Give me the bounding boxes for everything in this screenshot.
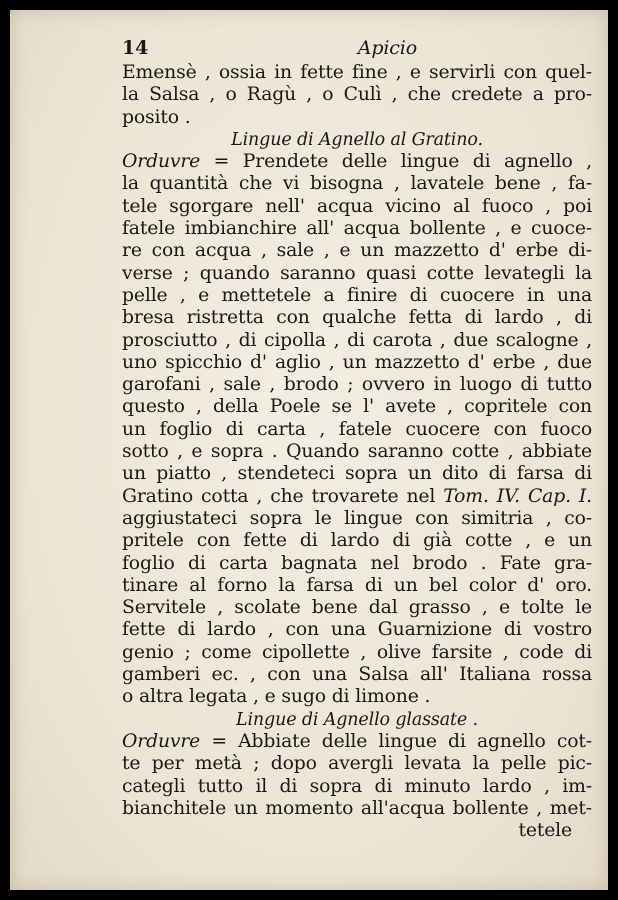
reference-line [122, 486, 592, 508]
course-label: Orduvre [122, 151, 201, 173]
text-line: sotto , e sopra . Quando saranno cotte , abbiate [122, 441, 592, 463]
text-line: verse ; quando saranno quasi cotte levategli la [122, 262, 592, 284]
equals-dash: = [213, 151, 230, 173]
text-line: fette di lardo , con una Guarnizione di vostro [122, 619, 592, 641]
line-start: Gratino cotta , che trovarete nel [122, 485, 436, 507]
text-line: garofani , sale , brodo ; ovvero in luogo di tutto [122, 374, 592, 396]
text-line: prosciutto , di cipolla , di carota , due scalogne , [122, 329, 592, 351]
text-line: categli tutto il di sopra di minuto lardo , im- [122, 775, 592, 797]
running-title: Apicio [357, 37, 417, 59]
line-rest: Abbiate delle lingue di agnello cot- [238, 730, 592, 752]
text-line: tinare al forno la farsa di un bel color d' oro. [122, 574, 592, 596]
text-line: o altra legata , e sugo di limone . [122, 686, 431, 708]
section-heading: Lingue di Agnello glassate . [236, 709, 478, 730]
recipe-first-line [122, 151, 592, 173]
text-line: Emensè , ossia in fette fine , e servirli con quel- [122, 62, 592, 83]
recipe-first-line [122, 731, 592, 753]
text-line: foglio di carta bagnata nel brodo . Fate gra- [122, 552, 592, 574]
line-rest: Prendete delle lingue di agnello , [242, 151, 592, 173]
page-text [122, 34, 592, 842]
text-line: te per metà ; dopo avergli levata la pelle pic- [122, 753, 592, 775]
page-number: 14 [122, 37, 149, 59]
page-header [122, 34, 592, 62]
text-line: pritele con fette di lardo di già cotte , e un [122, 530, 592, 552]
text-line: la quantità che vi bisogna , lavatele bene , fa- [122, 173, 592, 195]
text-line: bianchitele un momento all'acqua bollente , met- [122, 797, 592, 819]
equals-dash: = [211, 730, 227, 752]
text-line: posito . [122, 106, 191, 128]
course-label: Orduvre [122, 730, 201, 752]
text-line: un piatto , stendeteci sopra un dito di farsa di [122, 463, 592, 485]
text-line: gamberi ec. , con una Salsa all' Italiana rossa [122, 664, 592, 686]
text-line: Servitele , scolate bene dal grasso , e tolte le [122, 597, 592, 619]
section-heading: Lingue di Agnello al Gratino. [231, 129, 483, 150]
text-line: bresa ristretta con qualche fetta di lardo , di [122, 307, 592, 329]
book-page [10, 10, 608, 890]
text-line: tele sgorgare nell' acqua vicino al fuoco , poi [122, 195, 592, 217]
volume-reference: Tom. IV. Cap. I. [443, 485, 592, 507]
catchword: tetele [518, 820, 572, 842]
text-line: re con acqua , sale , e un mazzetto d' erbe di- [122, 240, 592, 262]
text-line: uno spicchio d' aglio , un mazzetto d' erbe , due [122, 351, 592, 373]
text-line: un foglio di carta , fatele cuocere con fuoco [122, 418, 592, 440]
text-line: aggiustateci sopra le lingue con simitria , co- [122, 507, 592, 529]
text-line: questo , della Poele se l' avete , copritele con [122, 396, 592, 418]
text-line: fatele imbianchire all' acqua bollente , e cuoce- [122, 218, 592, 240]
text-line: la Salsa , o Ragù , o Culì , che credete a pro- [122, 84, 592, 106]
text-line: genio ; come cipollette , olive farsite , code di [122, 641, 592, 663]
text-line: pelle , e mettetele a finire di cuocere in una [122, 284, 592, 306]
